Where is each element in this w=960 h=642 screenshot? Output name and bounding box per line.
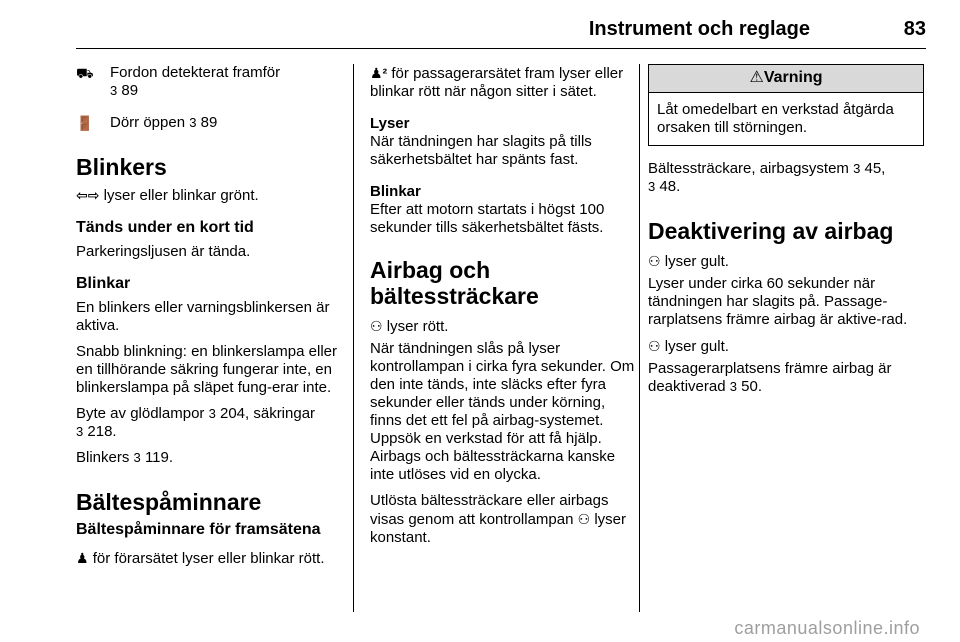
vehicle-detected-text: Fordon detekterat framför xyxy=(110,64,281,81)
indicator-door-open xyxy=(76,114,340,132)
turn-signal-icon: ⇦⇨ xyxy=(76,187,100,203)
warning-box xyxy=(648,64,924,146)
column-3 xyxy=(648,64,924,404)
heading-deaktivering: Deaktivering av airbag xyxy=(648,218,894,244)
tands-text: Parkeringsljusen är tända. xyxy=(76,243,251,260)
belt-airbag-ref-1: 45, xyxy=(864,160,886,177)
airbag-on-para: Lyser under cirka 60 sekunder när tändningen har slagits på. Passage-rarplatsens främre airbag är aktive-rad. xyxy=(648,275,908,328)
warning-text: Låt omedelbart en verkstad åtgärda orsaken till störningen. xyxy=(657,101,894,136)
blinkar-para-1: En blinkers eller varningsblinkersen är aktiva. xyxy=(76,299,330,334)
airbag-para-1: När tändningen slås på lyser kontrollampan i cirka fyra sekunder. Om den inte tänds, inte släcks efter fyra sekunder eller tänds under körning, finns det ett fel på airbag-systemet. Uppsök en verkstad för att få hjälp. Airbags och bältessträckarna kanske inte utlöses vid en olycka. xyxy=(370,340,635,483)
warning-triangle-icon: ⚠ xyxy=(749,69,764,86)
column-2 xyxy=(370,64,635,555)
page-ref-arrow-icon: 3 xyxy=(208,406,216,421)
heading-tands: Tänds under en kort tid xyxy=(76,219,254,236)
page-ref-arrow-icon: 3 xyxy=(76,424,84,439)
heading-blinkar: Blinkar xyxy=(76,275,131,292)
page-ref-arrow-icon: 3 xyxy=(729,379,737,394)
seatbelt-driver-text: för förarsätet lyser eller blinkar rött. xyxy=(92,550,325,567)
airbag-deactivated-ref: 50. xyxy=(741,378,762,395)
airbag-desc: lyser rött. xyxy=(386,318,449,335)
heading-lyser: Lyser xyxy=(370,115,410,132)
seatbelt-passenger-text: för passagerarsätet fram lyser eller blinkar rött när någon sitter i sätet. xyxy=(370,65,624,100)
fuses-ref: 218. xyxy=(87,423,117,440)
page-number: 83 xyxy=(903,18,926,40)
page-ref-arrow-icon: 3 xyxy=(133,450,141,465)
column-divider-2 xyxy=(639,64,640,612)
warning-header xyxy=(649,65,923,93)
airbag-deactivated-icon: ⚇ xyxy=(648,338,661,354)
vehicle-detected-ref: 89 xyxy=(121,82,139,99)
blinkers-ref: 119. xyxy=(144,449,174,466)
page-ref-arrow-icon: 3 xyxy=(648,179,656,194)
airbag-on-desc: lyser gult. xyxy=(664,253,729,270)
heading-airbag: Airbag och bältessträckare xyxy=(370,257,539,309)
belt-airbag-ref-text: Bältessträckare, airbagsystem xyxy=(648,160,849,177)
page-ref-arrow-icon: 3 xyxy=(110,83,118,98)
seatbelt-icon: ♟ xyxy=(76,550,89,566)
airbag-deactivated-para: Passagerarplatsens främre airbag är deaktiverad xyxy=(648,360,892,395)
heading-baltespaminnare-fram: Bältespåminnare för framsätena xyxy=(76,521,321,538)
door-open-ref: 89 xyxy=(200,114,218,131)
page-header-title: Instrument och reglage xyxy=(588,18,810,40)
heading-baltespaminnare: Bältespåminnare xyxy=(76,489,262,515)
header-rule xyxy=(76,48,926,49)
airbag-icon: ⚇ xyxy=(370,318,383,334)
heading-blinkar-2: Blinkar xyxy=(370,183,421,200)
heading-blinkers: Blinkers xyxy=(76,154,167,180)
door-open-icon: 🚪 xyxy=(76,115,94,131)
warning-title: Varning xyxy=(763,69,823,86)
blinkar-text-2: Efter att motorn startats i högst 100 sekunder tills säkerhetsbältet fästs. xyxy=(370,201,605,236)
column-1 xyxy=(76,64,340,576)
page-ref-arrow-icon: 3 xyxy=(189,115,197,130)
car-front-icon: ⛟ xyxy=(76,65,94,81)
watermark: carmanualsonline.info xyxy=(734,618,920,638)
airbag-para-2-end: lyser konstant. xyxy=(370,511,627,546)
bulb-replacement-ref: 204, säkringar xyxy=(219,405,316,422)
belt-airbag-ref-2: 48. xyxy=(659,178,681,195)
bulb-replacement-text: Byte av glödlampor xyxy=(76,405,205,422)
lyser-text: När tändningen har slagits på tills säkerhetsbältet har spänts fast. xyxy=(370,133,592,168)
indicator-vehicle-detected xyxy=(76,64,340,100)
airbag-icon: ⚇ xyxy=(577,511,591,527)
door-open-text: Dörr öppen xyxy=(110,114,186,131)
airbag-deactivated-desc: lyser gult. xyxy=(664,338,729,355)
blinkar-para-2: Snabb blinkning: en blinkerslampa eller en tillhörande säkring fungerar inte, en blinkerslampa på släpet fung-erar inte. xyxy=(76,343,337,396)
seatbelt-passenger-icon: ♟² xyxy=(370,65,388,81)
blinkers-desc: lyser eller blinkar grönt. xyxy=(103,187,259,204)
airbag-off-icon: ⚇ xyxy=(648,253,661,269)
airbag-para-2: Utlösta bältessträckare eller airbags visas genom att kontrollampan xyxy=(370,492,609,528)
column-divider-1 xyxy=(353,64,354,612)
page-ref-arrow-icon: 3 xyxy=(853,161,861,176)
blinkers-ref-text: Blinkers xyxy=(76,449,130,466)
